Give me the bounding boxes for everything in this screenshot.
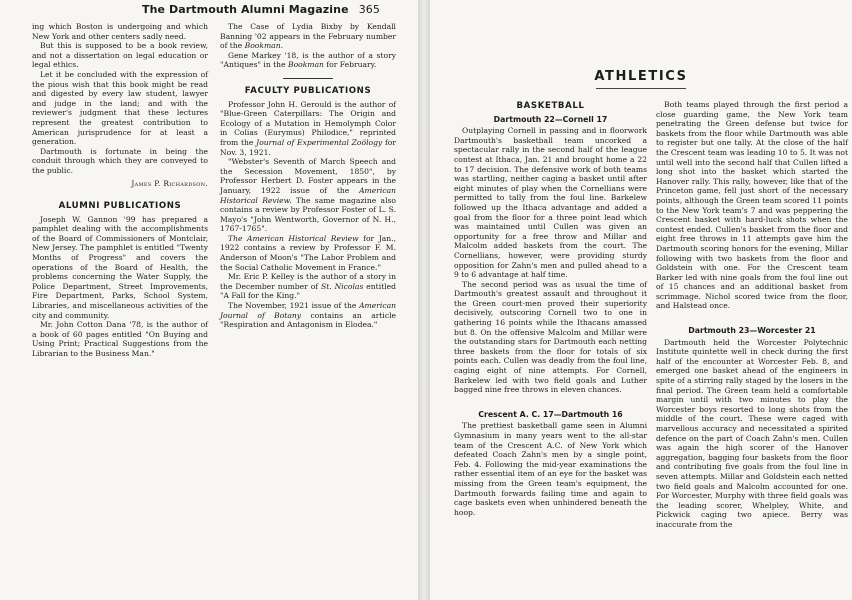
section-divider [283,78,333,79]
paragraph: The November, 1921 issue of the American Journal of Botany contains an article "Respiration and Antagonism in Elodea." [220,301,397,330]
left-column-2 [220,22,396,330]
alumni-publications-heading: ALUMNI PUBLICATIONS [58,201,182,212]
paragraph: Dartmouth held the Worcester Polytechnic Institute quintette well in check during the first half of the encounter at Worcester Feb. 8, and emerged one basket ahead of the engineers in spite of a stirring rally staged by the losers in the final period. The Green team held a comfortable margin until with two minutes to play the Worcester boys resorted to long shots from the middle of the court. These were caged with marvellous accuracy and necessitated a spirited defence on the part of Coach Zahn's men. Cullen was again the high scorer of the Hanover aggregation, bagging four baskets from the floor and contributing five goals from the foul line in seven attempts. Millar and Goldstein each netted two field goals and Malcolm accounted for one. For Worcester, Murphy with three field goals was the leading scorer, Whelpley, White, and Pickwick caging two apiece. Berry was inaccurate from the [656,337,848,529]
book-gutter [418,0,430,600]
paragraph: ing which Boston is undergoing and which New York and other centers sadly need. [32,22,208,41]
right-page [430,0,852,600]
heading-rule [596,88,686,89]
review-signature: James P. Richardson. [131,178,208,188]
left-page [0,0,418,600]
paragraph: Professor John H. Gerould is the author of "Blue-Green Caterpillars: The Origin and Ecology of a Mutation in Hemolymph Color in Colias (Eurymus) Philodice," reprinted from the Journal of Experimental Zoölogy for Nov. 3, 1921. [220,99,396,157]
right-column-1 [454,100,647,517]
paragraph: Let it be concluded with the expression of the pious wish that this book might be read and digested by every law student, lawyer and judge in the land; and with the reviewer's judgment that these lectures represent the greatest contribution to American jurisprudence for at least a generation. [32,69,208,147]
paragraph: Dartmouth is fortunate in being the conduit through which they are conveyed to the public. [32,146,208,175]
game-heading-crescent: Crescent A. C. 17—Dartmouth 16 [478,409,623,419]
basketball-heading: BASKETBALL [516,101,585,111]
paragraph: But this is supposed to be a book review, and not a dissertation on legal education or legal ethics. [32,41,208,70]
page-number: 365 [358,3,380,16]
game-heading-worcester: Dartmouth 23—Worcester 21 [688,326,816,336]
paragraph: "Webster's Seventh of March Speech and the Secession Movement, 1850", by Professor Herbert D. Foster appears in the January, 1922 issue of the American Historical Review. The same magazine also contains a review by Professor Foster of L. S. Mayo's "John Wentworth, Governor of N. H., 1767-1765". [220,157,396,234]
paragraph: The prettiest basketball game seen in Alumni Gymnasium in many years went to the all-star team of the Crescent A.C. of New York which defeated Coach Zahn's men by a single point, Feb. 4. Following the mid-year examinations the rather essential item of an eye for the basket was missing from the Green team's equipment, the Dartmouth forwards failing time and again to cage baskets even when unhindered beneath the hoop. [454,421,647,517]
paragraph: Joseph W. Gannon '99 has prepared a pamphlet dealing with the accomplishments of the Board of Commissioners of Montclair, New Jersey. The pamphlet is entitled "Twenty Months of Progress" and covers the operations of the Board of Health, the problems concerning the Water Supply, the Police Department, Street Improvements, Fire Department, Parks, School System, Libraries, and miscellaneous activities of the city and community. [32,214,208,320]
faculty-publications-heading: FACULTY PUBLICATIONS [244,85,372,96]
paragraph: Both teams played through the first period a close guarding game, the New York team penetrating the Green defense but twice for baskets from the floor while Dartmouth was able to register but one tally. At the close of the half the Crescent team was leading 10 to 5. It was not until well into the second half that Cullen lifted a long shot into the basket which started the Hanover rally. This rally, however, like that of the Princeton game, fell just short of the necessary points, although the Green team scored 11 points to the New York team's 7 and was peppering the Crescent basket with hard-luck shots when the contest ended. Cullen's basket from the floor and eight free throws in 11 attempts gave him the Dartmouth scoring honors for the evening, Millar following with two baskets from the floor and Goldstein with one. For the Crescent team Barker led with nine goals from the foul line out of 15 chances and an additional basket from scrimmage. Nichol scored twice from the floor, and Halstead once. [656,100,848,311]
paragraph: The second period was as usual the time of Dartmouth's greatest assault and throughout it the Green court-men proved their superiority decisively, outscoring Cornell two to one in gathering 16 points while the Ithacans amassed but 8. On the offensive Malcolm and Millar were the outstanding stars for Dartmouth each netting three baskets from the floor for totals of six points each. Cullen was deadly from the foul line, caging eight of nine attempts. For Cornell, Barkelew led with two field goals and Luther bagged nine free throws in eleven chances. [454,279,647,395]
athletics-heading: ATHLETICS [594,69,688,84]
paragraph: Mr. Eric P. Kelley is the author of a story in the December number of St. Nicolas entitled "A Fall for the King." [220,272,396,301]
paragraph: Gene Markey '18, is the author of a story "Antiques" in the Bookman for February. [220,50,396,70]
paragraph: The Case of Lydia Bixby by Kendall Banning '02 appears in the February number of the Bookman. [220,22,396,51]
paragraph: Mr. John Cotton Dana '78, is the author of a book of 60 pages entitled "On Buying and Using Print; Practical Suggestions from the Librarian to the Business Man." [32,320,208,358]
right-column-2 [656,100,848,530]
paragraph: The American Historical Review for Jan., 1922 contains a review by Professor F. M. Anderson of Moon's "The Labor Problem and the Social Catholic Movement in France." [220,233,396,272]
left-column-1 [32,22,208,359]
paragraph: Outplaying Cornell in passing and in floorwork Dartmouth's basketball team uncorked a spectacular rally in the second half of the league contest at Ithaca, Jan. 21 and brought home a 22 to 17 decision. The defensive work of both teams was startling, neither caging a basket until after eight minutes of play when the Cornellians were permitted to tally from the foul line. Barkelew followed up the Ithaca advantage and added a goal from the floor for a three point lead which was maintained until Cullen was given an opportunity for a free throw and Millar and Malcolm added baskets from the court. The Cornellians, however, were providing sturdy opposition for Zahn's men and pulled ahead to a 9 to 6 advantage at half time. [454,126,647,280]
game-heading-cornell: Dartmouth 22—Cornell 17 [493,114,608,124]
running-title: The Dartmouth Alumni Magazine [142,3,349,16]
